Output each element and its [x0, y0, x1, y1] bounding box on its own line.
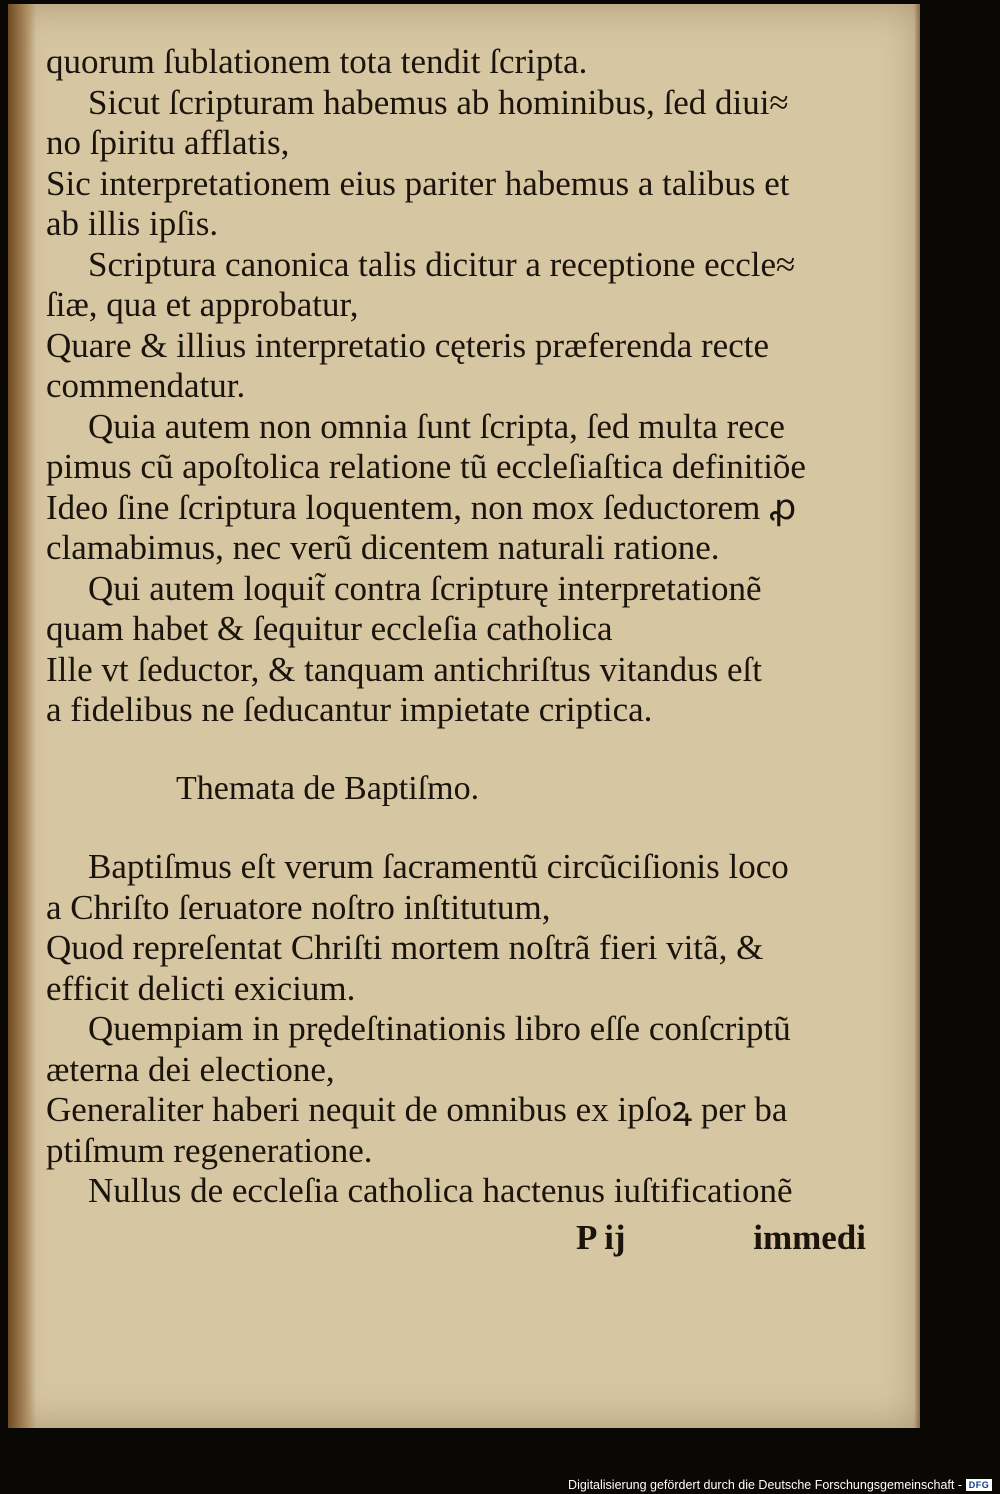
page-footer	[46, 1218, 866, 1259]
text-line: efficit delicti exicium.	[46, 968, 356, 1008]
text-line: Ille vt ſeductor, & tanquam antichriſtus vitandus eſt	[46, 649, 762, 689]
book-page	[8, 4, 920, 1428]
text-line: Ideo ſine ſcriptura loquentem, non mox ſeductorem ꝓ	[46, 487, 797, 527]
text-line: clamabimus, nec verũ dicentem naturali ratione.	[46, 528, 720, 567]
text-line: quam habet & ſequitur eccleſia catholica	[46, 609, 613, 648]
text-line: Nullus de eccleſia catholica hactenus iuſtificationẽ	[88, 1171, 793, 1210]
credit-text: Digitalisierung gefördert durch die Deutsche Forschungsgemeinschaft -	[568, 1478, 962, 1492]
text-line: Sicut ſcripturam habemus ab hominibus, ſed diui≈	[88, 82, 789, 122]
text-line: Quod repreſentat Chriſti mortem noſtrã fieri vitã, &	[46, 928, 764, 967]
text-line: ptiſmum regeneratione.	[46, 1130, 373, 1170]
text-line: Sic interpretationem eius pariter habemus a talibus et	[46, 163, 790, 203]
text-line: Quempiam in prędeſtinationis libro eſſe conſcriptũ	[88, 1009, 791, 1048]
text-line: Generaliter haberi nequit de omnibus ex ipſoꝝ per ba	[46, 1090, 788, 1129]
text-line: a Chriſto ſeruatore noſtro inſtitutum,	[46, 887, 551, 927]
text-line: pimus cũ apoſtolica relatione tũ eccleſiaſtica definitiõe	[46, 447, 806, 486]
catchword: immedi	[753, 1217, 866, 1257]
text-line: a fidelibus ne ſeducantur impietate criptica.	[46, 690, 653, 729]
text-line: Quare & illius interpretatio cęteris præferenda recte	[46, 325, 770, 365]
text-line: æterna dei electione,	[46, 1049, 335, 1089]
text-line: Qui autem loquit̃ contra ſcripturę interpretationẽ	[88, 568, 762, 608]
page-text-block	[46, 42, 866, 1258]
text-line: no ſpiritu afflatis,	[46, 123, 290, 162]
text-line: Baptiſmus eſt verum ſacramentũ circũciſionis loco	[88, 847, 789, 886]
text-line: commendatur.	[46, 366, 246, 405]
page-edge	[914, 4, 920, 1428]
text-line: ab illis ipſis.	[46, 204, 219, 243]
digitization-credit	[568, 1478, 992, 1492]
text-line: Scriptura canonica talis dicitur a receptione eccle≈	[88, 244, 796, 284]
section-heading: Themata de Baptiſmo.	[176, 769, 480, 807]
text-line: ſiæ, qua et approbatur,	[46, 285, 359, 324]
book-spine-shadow	[8, 4, 36, 1428]
text-line: quorum ſublationem tota tendit ſcripta.	[46, 42, 588, 81]
dfg-logo-icon: DFG	[966, 1479, 992, 1491]
signature-mark: P ij	[576, 1217, 626, 1257]
text-line: Quia autem non omnia ſunt ſcripta, ſed multa rece	[88, 406, 785, 446]
